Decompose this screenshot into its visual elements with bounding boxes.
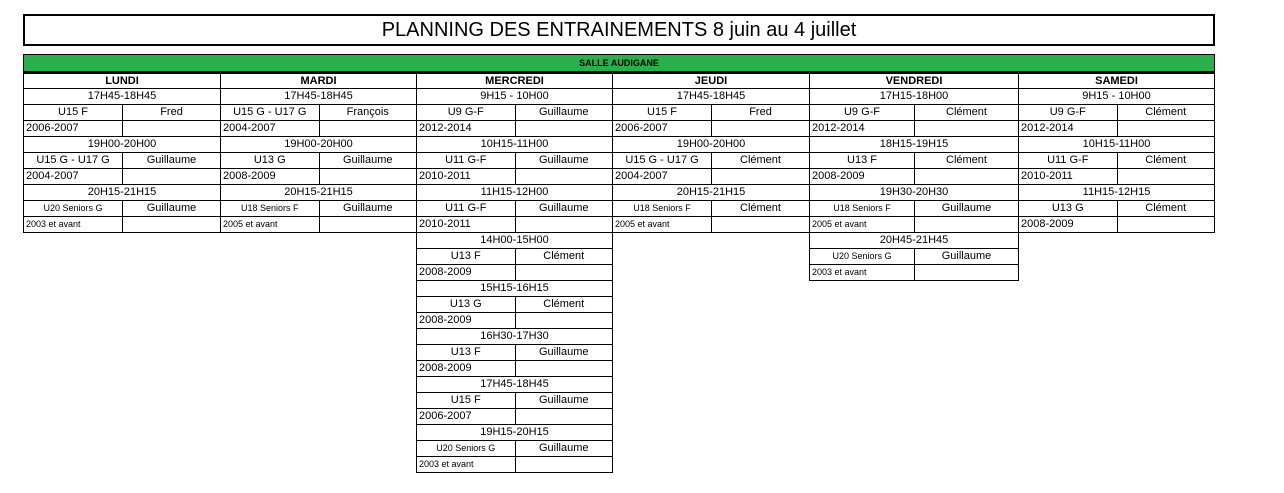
slot-group: U15 F	[450, 394, 481, 406]
slot-years: 2005 et avant	[615, 219, 670, 229]
slot-row-years	[417, 456, 612, 472]
slot-empty-cell	[515, 217, 613, 232]
slot-group: U20 Seniors G	[43, 203, 103, 213]
day-column-samedi	[1018, 72, 1215, 233]
slot-row-years	[417, 408, 612, 424]
slot-years: 2006-2007	[26, 122, 79, 134]
slot-row-group	[417, 152, 612, 168]
slot-years: 2004-2007	[615, 170, 668, 182]
slot-time: 18H15-19H15	[810, 136, 1018, 152]
slot-group: U15 F	[647, 106, 677, 118]
slot-row-years	[417, 360, 612, 376]
day-column-lundi	[23, 72, 221, 233]
slot-coach: Clément	[1117, 153, 1215, 168]
slot-years: 2012-2014	[1021, 122, 1074, 134]
slot-time: 20H15-21H15	[24, 184, 220, 200]
slot-row-group	[1019, 152, 1214, 168]
day-header: MERCREDI	[416, 72, 613, 88]
slot-years: 2005 et avant	[223, 219, 278, 229]
slot-coach: Guillaume	[515, 393, 613, 408]
slot-group: U9 G-F	[1049, 106, 1086, 118]
slot-group: U20 Seniors G	[436, 443, 496, 453]
slot-time: 19H00-20H00	[613, 136, 809, 152]
slot-group: U11 G-F	[1047, 154, 1089, 166]
slot-empty-cell	[914, 265, 1018, 280]
slot-row-years	[1019, 168, 1214, 184]
slot-group: U15 G - U17 G	[36, 154, 110, 166]
slot-coach: Guillaume	[515, 441, 613, 456]
slot-row-years	[221, 168, 416, 184]
slot-time: 20H45-21H45	[810, 232, 1018, 248]
slot-group: U13 F	[450, 346, 481, 358]
slot-row-years	[417, 120, 612, 136]
slot-years: 2003 et avant	[26, 219, 81, 229]
slot-row-years	[613, 120, 809, 136]
slot-row-group	[810, 248, 1018, 264]
slot-time: 17H45-18H45	[221, 88, 416, 104]
slot-coach: Fred	[122, 105, 220, 120]
slot-coach: François	[319, 105, 417, 120]
slot-row-group	[24, 104, 220, 120]
slot-coach: Clément	[515, 249, 613, 264]
slot-coach: Clément	[515, 297, 613, 312]
slot-time: 9H15 - 10H00	[417, 88, 612, 104]
slot-coach: Guillaume	[319, 153, 417, 168]
slot-empty-cell	[515, 361, 613, 376]
slot-empty-cell	[122, 217, 220, 232]
slot-row-group	[810, 200, 1018, 216]
slot-empty-cell	[515, 313, 613, 328]
slot-row-years	[1019, 216, 1214, 232]
slot-time: 19H30-20H30	[810, 184, 1018, 200]
slot-empty-cell	[515, 169, 613, 184]
slot-group: U11 G-F	[445, 154, 487, 166]
slot-list	[416, 88, 613, 473]
slot-list	[1018, 88, 1215, 233]
day-header: LUNDI	[23, 72, 221, 88]
slot-row-years	[417, 264, 612, 280]
slot-group: U20 Seniors G	[832, 251, 892, 261]
slot-coach: Guillaume	[122, 201, 220, 216]
slot-group: U13 F	[450, 250, 481, 262]
slot-time: 14H00-15H00	[417, 232, 612, 248]
slot-coach: Guillaume	[515, 153, 613, 168]
slot-empty-cell	[515, 457, 613, 472]
slot-years: 2008-2009	[223, 170, 276, 182]
slot-coach: Guillaume	[914, 201, 1018, 216]
slot-group: U18 Seniors F	[240, 203, 299, 213]
slot-row-years	[221, 120, 416, 136]
slot-row-group	[24, 152, 220, 168]
slot-years: 2008-2009	[419, 362, 472, 374]
slot-time: 17H45-18H45	[613, 88, 809, 104]
slot-time: 19H00-20H00	[221, 136, 416, 152]
slot-group: U18 Seniors F	[633, 203, 691, 213]
slot-row-group	[613, 152, 809, 168]
slot-empty-cell	[1117, 169, 1215, 184]
slot-row-group	[417, 104, 612, 120]
slot-group: U9 G-F	[447, 106, 484, 118]
slot-row-years	[417, 216, 612, 232]
slot-years: 2012-2014	[812, 122, 865, 134]
slot-empty-cell	[914, 169, 1018, 184]
slot-row-group	[810, 152, 1018, 168]
slot-time: 15H15-16H15	[417, 280, 612, 296]
slot-years: 2010-2011	[419, 218, 471, 230]
slot-years: 2012-2014	[419, 122, 472, 134]
slot-row-years	[810, 264, 1018, 280]
slot-time: 10H15-11H00	[417, 136, 612, 152]
slot-years: 2008-2009	[812, 170, 865, 182]
slot-empty-cell	[1117, 217, 1215, 232]
slot-coach: Clément	[1117, 201, 1215, 216]
slot-row-years	[24, 168, 220, 184]
slot-years: 2006-2007	[419, 410, 472, 422]
slot-coach: Guillaume	[319, 201, 417, 216]
day-header: VENDREDI	[809, 72, 1019, 88]
slot-row-group	[613, 200, 809, 216]
slot-time: 17H45-18H45	[24, 88, 220, 104]
slot-group: U13 G	[449, 298, 482, 310]
slot-group: U13 G	[253, 154, 286, 166]
slot-list	[612, 88, 810, 233]
slot-row-group	[1019, 200, 1214, 216]
day-column-mercredi	[416, 72, 613, 473]
slot-coach: Guillaume	[914, 249, 1018, 264]
slot-years: 2003 et avant	[812, 267, 867, 277]
day-column-vendredi	[809, 72, 1019, 281]
day-header: MARDI	[220, 72, 417, 88]
slot-empty-cell	[914, 121, 1018, 136]
slot-years: 2004-2007	[223, 122, 276, 134]
slot-empty-cell	[515, 409, 613, 424]
slot-row-years	[1019, 120, 1214, 136]
slot-group: U15 G - U17 G	[625, 154, 699, 166]
slot-row-years	[24, 216, 220, 232]
slot-time: 20H15-21H15	[221, 184, 416, 200]
slot-time: 17H45-18H45	[417, 376, 612, 392]
slot-time: 17H15-18H00	[810, 88, 1018, 104]
slot-years: 2008-2009	[419, 266, 472, 278]
slot-row-group	[221, 104, 416, 120]
slot-time: 20H15-21H15	[613, 184, 809, 200]
slot-empty-cell	[319, 121, 417, 136]
slot-group: U11 G-F	[445, 202, 487, 214]
slot-time: 19H00-20H00	[24, 136, 220, 152]
slot-list	[809, 88, 1019, 281]
slot-row-group	[221, 152, 416, 168]
slot-group: U15 G - U17 G	[233, 106, 307, 118]
slot-years: 2008-2009	[419, 314, 472, 326]
slot-coach: Guillaume	[515, 201, 613, 216]
slot-row-years	[810, 216, 1018, 232]
slot-years: 2008-2009	[1021, 218, 1074, 230]
slot-years: 2003 et avant	[419, 459, 474, 469]
slot-coach: Guillaume	[122, 153, 220, 168]
slot-empty-cell	[711, 217, 809, 232]
day-header: JEUDI	[612, 72, 810, 88]
slot-empty-cell	[319, 169, 417, 184]
slot-years: 2010-2011	[419, 170, 471, 182]
slot-group: U9 G-F	[843, 106, 881, 118]
slot-empty-cell	[1117, 121, 1215, 136]
slot-row-group	[221, 200, 416, 216]
slot-group: U13 G	[1051, 202, 1084, 214]
slot-coach: Clément	[711, 201, 809, 216]
slot-time: 9H15 - 10H00	[1019, 88, 1214, 104]
slot-row-group	[24, 200, 220, 216]
day-column-mardi	[220, 72, 417, 233]
slot-row-group	[613, 104, 809, 120]
slot-group: U13 F	[847, 154, 877, 166]
slot-time: 11H15-12H15	[1019, 184, 1214, 200]
slot-row-group	[417, 344, 612, 360]
slot-coach: Clément	[711, 153, 809, 168]
slot-row-years	[613, 168, 809, 184]
slot-empty-cell	[319, 217, 417, 232]
slot-row-years	[613, 216, 809, 232]
slot-time: 19H15-20H15	[417, 424, 612, 440]
slot-row-years	[810, 168, 1018, 184]
slot-empty-cell	[711, 121, 809, 136]
slot-coach: Clément	[914, 105, 1018, 120]
slot-coach: Clément	[1117, 105, 1215, 120]
slot-years: 2005 et avant	[812, 219, 867, 229]
slot-time: 16H30-17H30	[417, 328, 612, 344]
venue-banner: SALLE AUDIGANE	[23, 54, 1215, 72]
slot-row-years	[810, 120, 1018, 136]
slot-empty-cell	[122, 121, 220, 136]
slot-empty-cell	[914, 217, 1018, 232]
slot-row-years	[24, 120, 220, 136]
page-title: PLANNING DES ENTRAINEMENTS 8 juin au 4 juillet	[23, 14, 1215, 46]
slot-row-group	[417, 392, 612, 408]
slot-group: U15 F	[58, 106, 88, 118]
slot-empty-cell	[122, 169, 220, 184]
slot-coach: Fred	[711, 105, 809, 120]
slot-row-group	[417, 296, 612, 312]
slot-row-years	[417, 312, 612, 328]
slot-years: 2004-2007	[26, 170, 79, 182]
slot-row-group	[1019, 104, 1214, 120]
slot-row-group	[417, 440, 612, 456]
slot-coach: Clément	[914, 153, 1018, 168]
slot-row-years	[417, 168, 612, 184]
slot-years: 2010-2011	[1021, 170, 1073, 182]
slot-row-group	[417, 200, 612, 216]
slot-time: 10H15-11H00	[1019, 136, 1214, 152]
slot-empty-cell	[515, 265, 613, 280]
slot-time: 11H15-12H00	[417, 184, 612, 200]
slot-list	[23, 88, 221, 233]
slot-row-group	[417, 248, 612, 264]
slot-list	[220, 88, 417, 233]
day-column-jeudi	[612, 72, 810, 233]
slot-coach: Guillaume	[515, 345, 613, 360]
slot-row-group	[810, 104, 1018, 120]
slot-empty-cell	[711, 169, 809, 184]
slot-row-years	[221, 216, 416, 232]
slot-coach: Guillaume	[515, 105, 613, 120]
slot-group: U18 Seniors F	[833, 203, 891, 213]
day-header: SAMEDI	[1018, 72, 1215, 88]
slot-years: 2006-2007	[615, 122, 668, 134]
slot-empty-cell	[515, 121, 613, 136]
